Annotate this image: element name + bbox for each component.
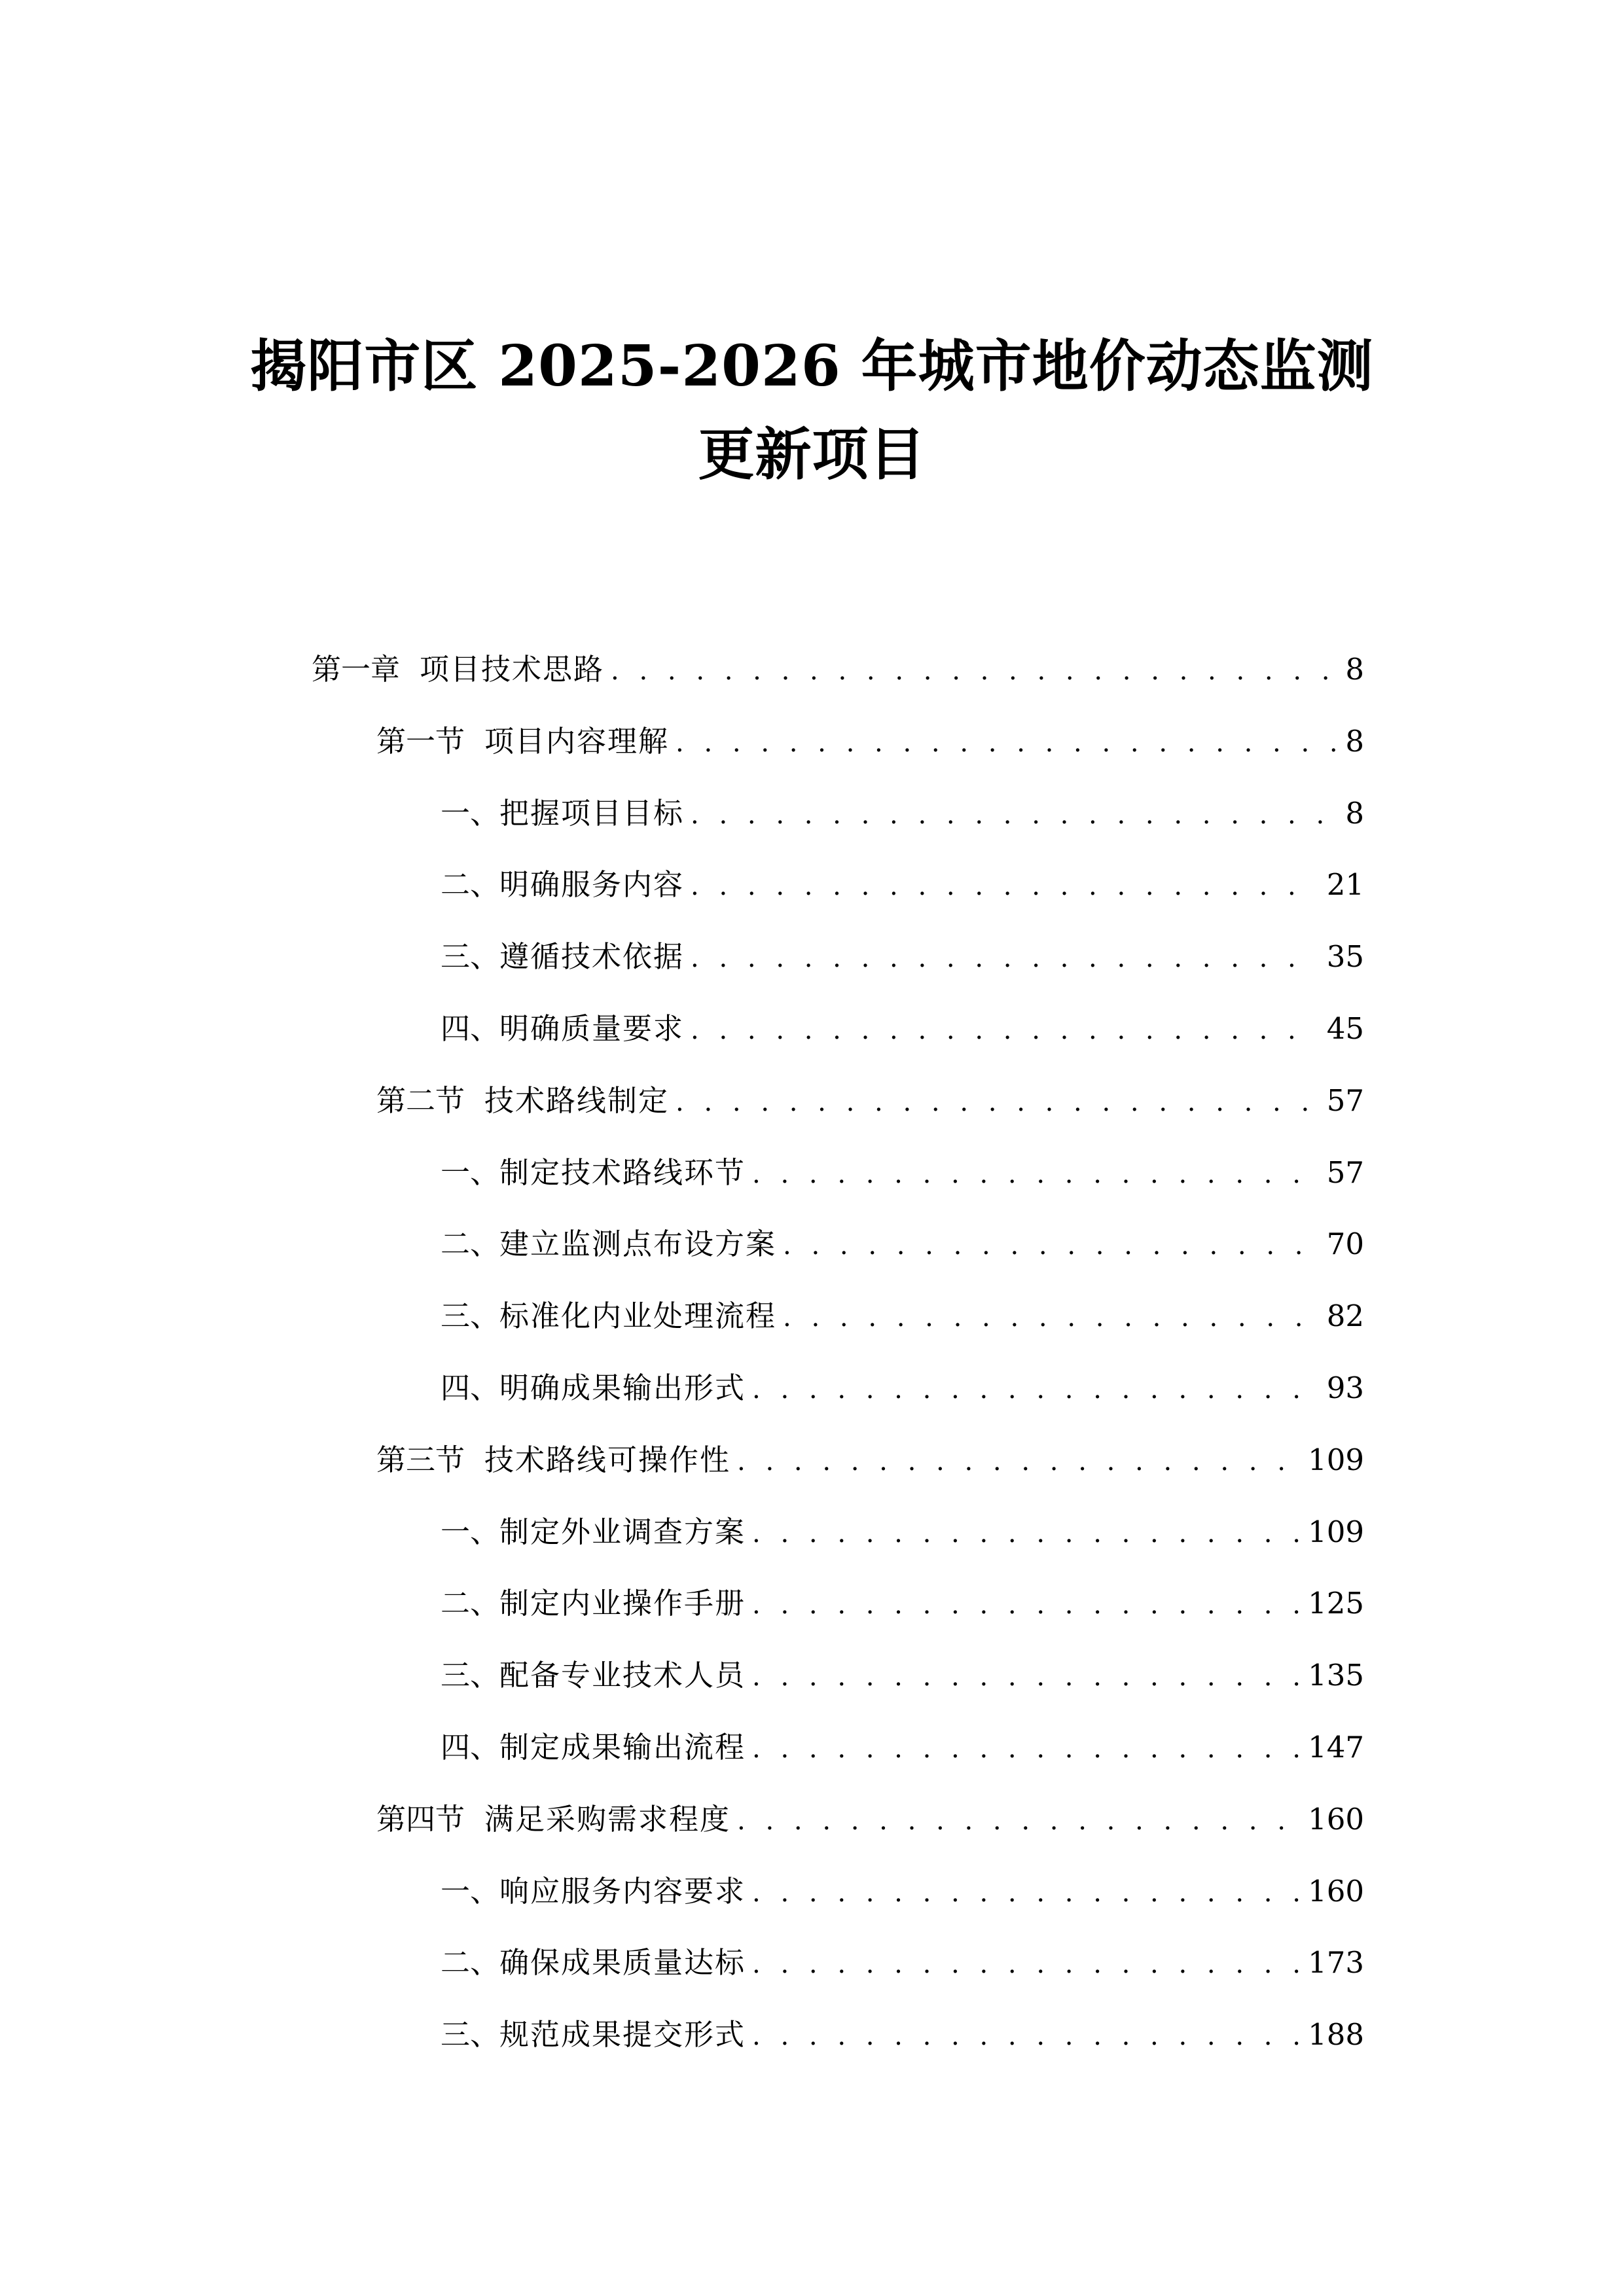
toc-entry-line	[376, 1443, 1364, 1479]
toc-dot-leader	[752, 1587, 1299, 1623]
toc-entry-line	[441, 1155, 1364, 1192]
document-title-line-1: 揭阳市区 2025-2026 年城市地价动态监测	[250, 333, 1374, 399]
toc-page-number: 188	[1308, 2017, 1364, 2053]
toc-entry-line	[441, 1227, 1364, 1263]
toc-entry[interactable]	[0, 999, 1624, 1071]
toc-entry-number: 二、	[441, 1945, 500, 1981]
toc-dot-leader	[676, 725, 1336, 761]
toc-entry-title: 规范成果提交形式	[499, 2017, 746, 2053]
toc-entry-title: 建立监测点布设方案	[499, 1227, 777, 1262]
toc-entry-line	[441, 1658, 1364, 1695]
toc-page-number: 125	[1308, 1586, 1364, 1621]
toc-dot-leader	[737, 1444, 1299, 1479]
toc-entry[interactable]	[0, 1790, 1624, 1862]
toc-entry-number: 四、	[441, 1011, 500, 1046]
toc-entry-line	[441, 1515, 1364, 1551]
toc-page-number: 35	[1326, 939, 1364, 975]
toc-entry-number: 一、	[441, 1155, 500, 1190]
toc-entry[interactable]	[0, 1503, 1624, 1575]
toc-entry[interactable]	[0, 1574, 1624, 1646]
toc-entry[interactable]	[0, 927, 1624, 999]
toc-entry-title: 制定外业调查方案	[499, 1514, 746, 1549]
toc-page-number: 45	[1326, 1011, 1364, 1046]
toc-entry-number: 一、	[441, 1873, 500, 1909]
toc-entry[interactable]	[0, 1862, 1624, 1934]
toc-entry[interactable]	[0, 1359, 1624, 1431]
toc-entry-number: 三、	[441, 1299, 500, 1334]
toc-entry-number: 第二节	[376, 1083, 465, 1118]
toc-entry-title: 项目技术思路	[420, 652, 605, 687]
toc-entry-title: 制定成果输出流程	[499, 1729, 746, 1765]
toc-entry[interactable]	[0, 855, 1624, 927]
toc-entry[interactable]	[0, 1287, 1624, 1359]
toc-entry-number: 二、	[441, 1227, 500, 1262]
toc-entry-number: 四、	[441, 1729, 500, 1765]
toc-entry-title: 制定技术路线环节	[499, 1155, 746, 1190]
toc-dot-leader	[752, 1157, 1318, 1192]
toc-page-number: 57	[1326, 1083, 1364, 1118]
toc-dot-leader	[783, 1228, 1318, 1263]
toc-entry[interactable]	[0, 784, 1624, 856]
toc-dot-leader	[752, 1516, 1299, 1551]
toc-entry-title: 配备专业技术人员	[499, 1658, 746, 1693]
toc-dot-leader	[691, 797, 1336, 833]
toc-dot-leader	[737, 1803, 1299, 1839]
toc-entry-title: 标准化内业处理流程	[499, 1299, 777, 1334]
toc-dot-leader	[691, 941, 1318, 976]
toc-entry-number: 二、	[441, 867, 500, 903]
toc-dot-leader	[752, 1946, 1299, 1982]
toc-entry-number: 一、	[441, 1514, 500, 1549]
toc-entry-line	[441, 1586, 1364, 1623]
toc-entry-number: 第一节	[376, 723, 465, 759]
toc-entry-title: 明确质量要求	[499, 1011, 685, 1046]
toc-page-number: 135	[1308, 1658, 1364, 1693]
toc-dot-leader	[752, 1372, 1318, 1407]
toc-entry[interactable]	[0, 1143, 1624, 1215]
toc-entry-number: 二、	[441, 1586, 500, 1621]
document-title-line-2: 更新项目	[698, 422, 926, 488]
toc-dot-leader	[691, 869, 1318, 904]
toc-entry-line	[441, 1371, 1364, 1407]
toc-page-number: 109	[1308, 1514, 1364, 1549]
toc-dot-leader	[752, 1731, 1299, 1767]
toc-entry-title: 满足采购需求程度	[484, 1801, 731, 1837]
toc-entry-line	[441, 867, 1364, 904]
toc-entry-number: 四、	[441, 1370, 500, 1405]
toc-entry-line	[441, 1945, 1364, 1982]
toc-entry[interactable]	[0, 712, 1624, 784]
toc-entry-line	[441, 1011, 1364, 1048]
toc-page-number: 57	[1326, 1155, 1364, 1190]
toc-entry-line	[376, 1802, 1364, 1839]
toc-entry-title: 技术路线可操作性	[484, 1442, 731, 1477]
toc-page-number: 8	[1345, 723, 1364, 759]
toc-entry-line	[376, 1083, 1364, 1120]
toc-dot-leader	[611, 653, 1336, 689]
toc-entry[interactable]	[0, 1071, 1624, 1143]
toc-page-number: 21	[1326, 867, 1364, 903]
toc-entry-line	[441, 939, 1364, 976]
toc-page-number: 8	[1345, 795, 1364, 831]
toc-entry-title: 响应服务内容要求	[499, 1873, 746, 1909]
toc-page-number: 82	[1326, 1299, 1364, 1334]
toc-page-number: 93	[1326, 1370, 1364, 1405]
toc-page-number: 109	[1308, 1442, 1364, 1477]
toc-entry-line	[441, 1299, 1364, 1335]
toc-entry-line	[376, 724, 1364, 761]
toc-entry-number: 第一章	[312, 652, 401, 687]
toc-entry-line	[441, 796, 1364, 833]
toc-dot-leader	[691, 1013, 1318, 1048]
toc-entry[interactable]	[0, 2005, 1624, 2077]
toc-page-number: 173	[1308, 1945, 1364, 1981]
toc-dot-leader	[752, 1659, 1299, 1695]
toc-page-number: 70	[1326, 1227, 1364, 1262]
toc-entry[interactable]	[0, 1646, 1624, 1718]
toc-entry-title: 明确服务内容	[499, 867, 685, 903]
toc-entry-title: 技术路线制定	[484, 1083, 670, 1118]
toc-entry-line	[441, 1730, 1364, 1767]
toc-entry-number: 三、	[441, 939, 500, 975]
toc-dot-leader	[676, 1085, 1318, 1120]
document-title	[0, 322, 1624, 499]
toc-entry-number: 三、	[441, 1658, 500, 1693]
toc-entry-line	[441, 2017, 1364, 2054]
toc-entry[interactable]	[0, 1933, 1624, 2005]
toc-dot-leader	[752, 2018, 1299, 2054]
toc-entry-number: 第三节	[376, 1442, 465, 1477]
toc-entry-line	[312, 652, 1364, 689]
toc-entry-number: 三、	[441, 2017, 500, 2053]
toc-entry-title: 把握项目目标	[499, 795, 685, 831]
toc-page-number: 8	[1345, 652, 1364, 687]
toc-entry-title: 项目内容理解	[484, 723, 670, 759]
toc-entry-number: 一、	[441, 795, 500, 831]
toc-entry-number: 第四节	[376, 1801, 465, 1837]
toc-entry-line	[441, 1874, 1364, 1910]
toc-dot-leader	[783, 1300, 1318, 1335]
toc-entry-title: 制定内业操作手册	[499, 1586, 746, 1621]
toc-page-number: 147	[1308, 1729, 1364, 1765]
toc-page-number: 160	[1308, 1873, 1364, 1909]
toc-dot-leader	[752, 1875, 1299, 1910]
toc-entry[interactable]	[0, 1718, 1624, 1790]
toc-entry-title: 明确成果输出形式	[499, 1370, 746, 1405]
toc-entry-title: 确保成果质量达标	[499, 1945, 746, 1981]
toc-entry[interactable]	[0, 1431, 1624, 1503]
toc-page-number: 160	[1308, 1801, 1364, 1837]
table-of-contents	[0, 640, 1624, 2077]
toc-entry[interactable]	[0, 1215, 1624, 1287]
toc-entry-title: 遵循技术依据	[499, 939, 685, 975]
toc-entry[interactable]	[0, 640, 1624, 712]
